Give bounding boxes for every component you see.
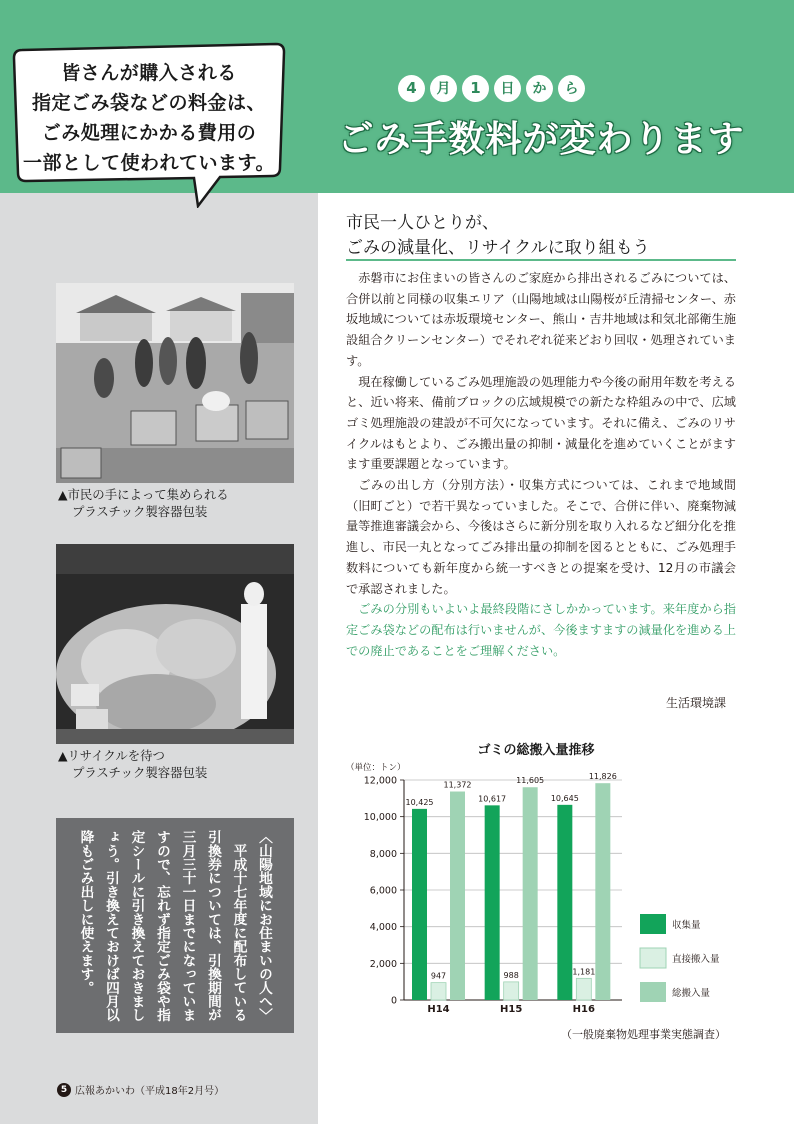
bar bbox=[595, 783, 610, 1000]
caption-line: ▲リサイクルを待つ bbox=[58, 748, 165, 763]
publication-name: 広報あかいわ（平成18年2月号） bbox=[75, 1086, 225, 1097]
x-tick-label: H14 bbox=[427, 1004, 450, 1015]
y-tick-label: 6,000 bbox=[369, 885, 397, 897]
bar-value-label: 1,181 bbox=[572, 967, 596, 977]
section-heading-line: 市民一人ひとりが、 bbox=[346, 213, 499, 233]
bar-value-label: 10,617 bbox=[478, 794, 507, 804]
legend-label: 収集量 bbox=[672, 920, 701, 931]
notice-body: 平成十七年度に配布している引換券については、引換期間が三月三十一日までになっていますので、忘れず指定ごみ袋や指定シールに引き換えておきましょう。引き換えておけば四月以降もごみ出しに使えます。 bbox=[77, 830, 247, 1022]
y-tick-label: 10,000 bbox=[363, 812, 397, 824]
notice-text bbox=[72, 830, 276, 1025]
bar bbox=[576, 978, 591, 1000]
bubble-text bbox=[20, 58, 278, 178]
chart-title: ゴミの総搬入量推移 bbox=[477, 743, 595, 758]
bar bbox=[504, 982, 519, 1000]
y-tick-label: 8,000 bbox=[369, 848, 397, 860]
date-chip: ら bbox=[558, 75, 585, 102]
photo-plastic-pile bbox=[56, 544, 294, 744]
bar bbox=[557, 805, 572, 1000]
caption-line: プラスチック製容器包装 bbox=[72, 765, 208, 780]
article-body bbox=[346, 268, 736, 661]
bubble-line: 一部として使われています。 bbox=[23, 152, 275, 174]
bar-value-label: 988 bbox=[503, 970, 519, 980]
date-chip: 日 bbox=[494, 75, 521, 102]
bar-value-label: 11,372 bbox=[443, 780, 472, 790]
section-heading bbox=[346, 211, 650, 261]
article-paragraph: 赤磐市にお住まいの皆さんのご家庭から排出されるごみについては、合併以前と同様の収集エリア（山陽地域は山陽桜が丘清掃センター、赤坂地域については赤坂環境センター、熊山・吉井地域は和気北部衛生施設組合クリーンセンター）でそれぞれ従来どおり回収・処理されています。 bbox=[346, 271, 736, 368]
notice-heading: 〈山陽地域にお住まいの人へ〉 bbox=[256, 830, 272, 1022]
notice-box bbox=[56, 818, 294, 1033]
bubble-line: 皆さんが購入される bbox=[61, 62, 237, 84]
y-tick-label: 0 bbox=[390, 995, 397, 1007]
y-tick-label: 4,000 bbox=[369, 922, 397, 934]
x-tick-label: H15 bbox=[500, 1004, 523, 1015]
chart-source: （一般廃棄物処理事業実態調査） bbox=[561, 1028, 726, 1041]
caption-line: プラスチック製容器包装 bbox=[72, 504, 208, 519]
article-paragraph: 現在稼働しているごみ処理施設の処理能力や今後の耐用年数を考えると、近い将来、備前ブロックの広域規模での新たな枠組みの中で、広域ゴミ処理施設の建設が不可欠になっています。それに備え、ごみのリサイクルはもとより、ごみ搬出量の抑制・減量化を進めていくことがますます重要課題となっています。 bbox=[346, 374, 736, 472]
page-title: ごみ手数料が変わります bbox=[337, 119, 745, 160]
date-chip: 月 bbox=[430, 75, 457, 102]
date-chip: か bbox=[526, 75, 553, 102]
bar bbox=[485, 805, 500, 1000]
page-number: 5 bbox=[57, 1083, 71, 1097]
bar-value-label: 10,645 bbox=[550, 793, 579, 803]
legend-label: 総搬入量 bbox=[672, 988, 711, 999]
photo-caption bbox=[58, 747, 207, 781]
legend-label: 直接搬入量 bbox=[672, 954, 720, 965]
y-tick-label: 2,000 bbox=[369, 958, 397, 970]
bar-chart bbox=[340, 758, 740, 1020]
date-badge-row bbox=[398, 73, 585, 103]
bubble-line: ごみ処理にかかる費用の bbox=[41, 122, 257, 144]
section-heading-line: ごみの減量化、リサイクルに取り組もう bbox=[346, 238, 650, 258]
highlight-paragraph: ごみの分別もいよいよ最終段階にさしかかっています。来年度から指定ごみ袋などの配布は行いませんが、今後ますますの減量化を進める上での廃止であることをご理解ください。 bbox=[346, 602, 736, 658]
page-footer bbox=[57, 1082, 224, 1097]
bubble-line: 指定ごみ袋などの料金は、 bbox=[31, 92, 266, 114]
bar-value-label: 10,425 bbox=[405, 797, 434, 807]
date-chip: 4 bbox=[398, 75, 425, 102]
bar bbox=[431, 983, 446, 1000]
bar-value-label: 11,605 bbox=[516, 776, 545, 786]
bar bbox=[523, 787, 538, 1000]
bar-value-label: 11,826 bbox=[588, 772, 617, 782]
department-signature: 生活環境課 bbox=[665, 696, 726, 710]
bar-value-label: 947 bbox=[430, 971, 447, 981]
y-tick-label: 12,000 bbox=[363, 775, 397, 787]
x-tick-label: H16 bbox=[572, 1004, 595, 1015]
caption-line: ▲市民の手によって集められる bbox=[58, 487, 229, 502]
bar bbox=[412, 809, 427, 1000]
article-paragraph: ごみの出し方（分別方法）・収集方式については、これまで地域間（旧町ごと）で若干異なっていました。そこで、合併に伴い、廃棄物減量等推進審議会から、今後はさらに新分別を取り入れるなど細分化を推進し、市民一丸となってごみ排出量の抑制を図るとともに、ごみ処理手数料についても新年度から統一すべきとの提案を受け、12月の市議会で承認されました。 bbox=[346, 478, 736, 596]
date-chip: 1 bbox=[462, 75, 489, 102]
section-divider bbox=[346, 259, 736, 261]
legend-swatch bbox=[640, 914, 666, 934]
bar bbox=[450, 792, 465, 1000]
photo-collection-site bbox=[56, 283, 294, 483]
y-axis-unit: （単位：トン） bbox=[346, 763, 406, 773]
photo-caption bbox=[58, 486, 229, 520]
legend-swatch bbox=[640, 982, 666, 1002]
legend-swatch bbox=[640, 948, 666, 968]
